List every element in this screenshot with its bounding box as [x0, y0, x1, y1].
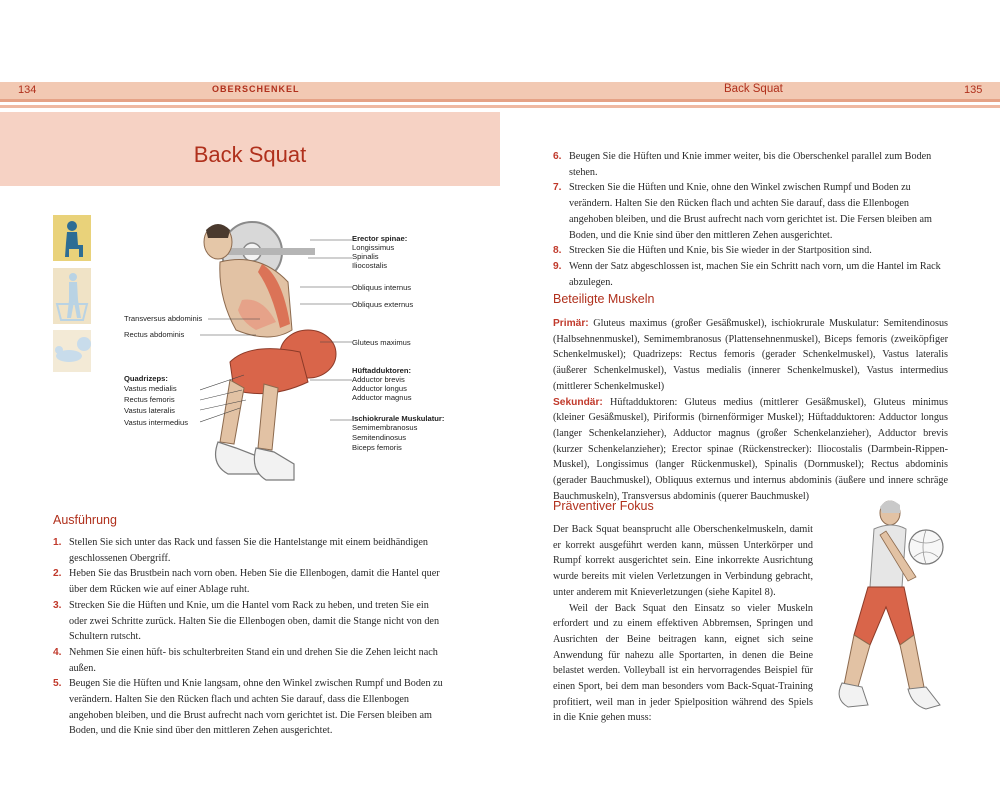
- steps-list-right: [553, 149, 948, 290]
- list-item: 8. Strecken Sie die Hüften und Knie, bis Sie wieder in der Startposition sind.: [553, 245, 872, 257]
- shin: [844, 635, 870, 687]
- header-rule: [0, 105, 1000, 108]
- figure-label: Transversus abdominis: [124, 314, 203, 323]
- figure-label: Obliquus externus: [352, 300, 414, 309]
- leader-lines: [200, 230, 355, 450]
- figure-label-heading: Erector spinae:: [352, 234, 408, 243]
- fokus-paragraph: Weil der Back Squat den Einsatz so vieler Muskeln erfordert und zu einem effektiven Abbremsen, Springen und Ausrichten der Beine beitragen kann, eignet sich seine Anwendung für nahezu alle Sportarten, in denen die Beine belastet werden. Volleyball ist ein hervorragendes Beispiel für einen Sport, bei dem man besonders vom Back-Squat-Training profitiert, weil man in jeder Spielposition während des Spiels in die Knie gehen muss:: [553, 602, 813, 724]
- fokus-text: [553, 522, 813, 726]
- figure-label: Biceps femoris: [352, 443, 402, 452]
- figure-label: Longissimus: [352, 243, 395, 252]
- list-item: 1. Stellen Sie sich unter das Rack und fassen Sie die Hantelstange mit einem beidhändigen geschlossenen Obergriff.: [53, 537, 429, 564]
- figure-label: Adductor longus: [352, 384, 407, 393]
- list-item: 7. Strecken Sie die Hüften und Knie, ohne den Winkel zwischen Rumpf und Boden zu verändern. Halten Sie den Rücken flach und achten Sie darauf, dass die Ellenbogen angehoben bleiben, und die Brust aufrecht nach vorn gerichtet ist. Die Fersen bleiben am Boden, und die Knie sind über den mittleren Zehen ausgerichtet.: [553, 182, 932, 241]
- list-item: 2. Heben Sie das Brustbein nach vorn oben. Heben Sie die Ellenbogen, damit die Hantel quer über dem Rücken wie auf einer Ablage ruht.: [53, 568, 440, 596]
- sport-thumbnail-icon: [53, 215, 91, 261]
- running-title: Back Squat: [724, 83, 783, 95]
- shoe: [254, 448, 294, 480]
- figure-label-heading: Quadrizeps:: [124, 374, 168, 383]
- fokus-heading: Präventiver Fokus: [553, 499, 654, 513]
- left-page-number: 134: [18, 84, 37, 96]
- running-header: [0, 82, 1000, 99]
- figure-label: Semimembranosus: [352, 423, 418, 432]
- shoe: [839, 683, 868, 707]
- figure-label-heading: Ischiokrurale Muskulatur:: [352, 414, 445, 423]
- figure-label: Adductor magnus: [352, 393, 412, 402]
- list-item: 6. Beugen Sie die Hüften und Knie immer weiter, bis die Oberschenkel parallel zum Boden stehen.: [553, 151, 932, 178]
- sport-thumbnail-icon: [53, 268, 91, 324]
- volleyball: [909, 530, 943, 564]
- figure-label: Vastus medialis: [124, 384, 177, 393]
- primaer-paragraph: Primär: Gluteus maximus (großer Gesäßmuskel), ischiokrurale Muskulatur: Semitendinosus (Halbsehnenmuskel), Semimembranosus (Plattensehnenmuskel), Biceps femoris (zweiköpfiger Schenkelmuskel); Quadrizeps: Rectus femoris (gerader Schenkelmuskel), Vastus lateralis (äußerer Schenkelmuskel), Vastus medialis (innerer Schenkelmuskel), Vastus intermedius (mittlerer Schenkelmuskel): [553, 318, 949, 392]
- sekundaer-paragraph: Sekundär: Hüftadduktoren: Gluteus medius (mittlerer Gesäßmuskel), Gluteus minimus (kleiner Gesäßmuskel), Piriformis (birnenförmiger Muskel); Hüftadduktoren: Adductor longus (langer Schenkelanzieher), Adductor magnus (großer Schenkelanzieher), Adductor brevis (kurzer Schenkelanzieher); Erector spinae (Rückenstrecker): Iliocostalis (Darmbein-Rippen-Muskel), Longissimus (langer Rückenmuskel), Spinalis (Dornmuskel); Rectus abdominis (gerader Bauchmuskel), Obliquus externus und internus abdominis (äußere und innere schräge Bauchmuskeln), Transversus abdominis (querer Bauchmuskel): [553, 396, 948, 502]
- section-title: OBERSCHENKEL: [212, 84, 300, 94]
- header-rule: [0, 99, 1000, 102]
- shin: [900, 635, 924, 691]
- fokus-paragraph: Der Back Squat beansprucht alle Oberschenkelmuskeln, damit er korrekt ausgeführt werden kann, müssen Unterkörper und Rumpf korrekt ausgerichtet sein. Eine inkorrekte Ausrichtung wurde bereits mit vielen Verletzungen in Verbindung gebracht, unter anderem mit Knieverletzungen (siehe Kapitel 8).: [553, 524, 813, 598]
- exercise-title: Back Squat: [193, 142, 307, 167]
- figure-label: Gluteus maximus: [352, 338, 411, 347]
- ausfuehrung-heading: Ausführung: [53, 513, 117, 527]
- figure-label: Adductor brevis: [352, 375, 405, 384]
- right-page-number: 135: [964, 84, 983, 96]
- figure-label: Spinalis: [352, 252, 379, 261]
- thigh-muscle: [854, 587, 914, 645]
- list-item: 9. Wenn der Satz abgeschlossen ist, machen Sie ein Schritt nach vorn, um die Hantel im Rack abzulegen.: [553, 260, 941, 288]
- figure-label: Iliocostalis: [352, 261, 388, 270]
- muskeln-heading: Beteiligte Muskeln: [553, 292, 655, 306]
- figure-label: Vastus intermedius: [124, 418, 189, 427]
- steps-list-left: [53, 535, 448, 739]
- figure-label-heading: Hüftadduktoren:: [352, 366, 412, 375]
- muskeln-text: [553, 316, 948, 504]
- list-item: 5. Beugen Sie die Hüften und Knie langsam, ohne den Winkel zwischen Rumpf und Boden zu verändern. Halten Sie den Rücken flach und achten Sie darauf, dass die Ellenbogen angehoben bleiben, und die Brust aufrecht nach vorn gerichtet ist. Die Fersen bleiben am Boden, und die Knie sind über den mittleren Zehen ausgerichtet.: [53, 678, 443, 737]
- figure-label: Obliquus internus: [352, 283, 412, 292]
- figure-label: Semitendinosus: [352, 433, 407, 442]
- figure-label: Vastus lateralis: [124, 406, 175, 415]
- volleyball-player-figure: [822, 495, 952, 720]
- figure-label: Rectus abdominis: [124, 330, 185, 339]
- list-item: 4. Nehmen Sie einen hüft- bis schulterbreiten Stand ein und drehen Sie die Zehen leicht nach außen.: [53, 646, 438, 674]
- figure-label: Rectus femoris: [124, 395, 175, 404]
- sport-thumbnail-icon: [53, 330, 91, 372]
- shoe: [908, 687, 940, 709]
- list-item: 3. Strecken Sie die Hüften und Knie, um die Hantel vom Rack zu heben, und treten Sie ein oder zwei Schritte zurück. Halten Sie die Ellenbogen oben, damit die Stange nicht von den Schultern rutscht.: [53, 599, 440, 643]
